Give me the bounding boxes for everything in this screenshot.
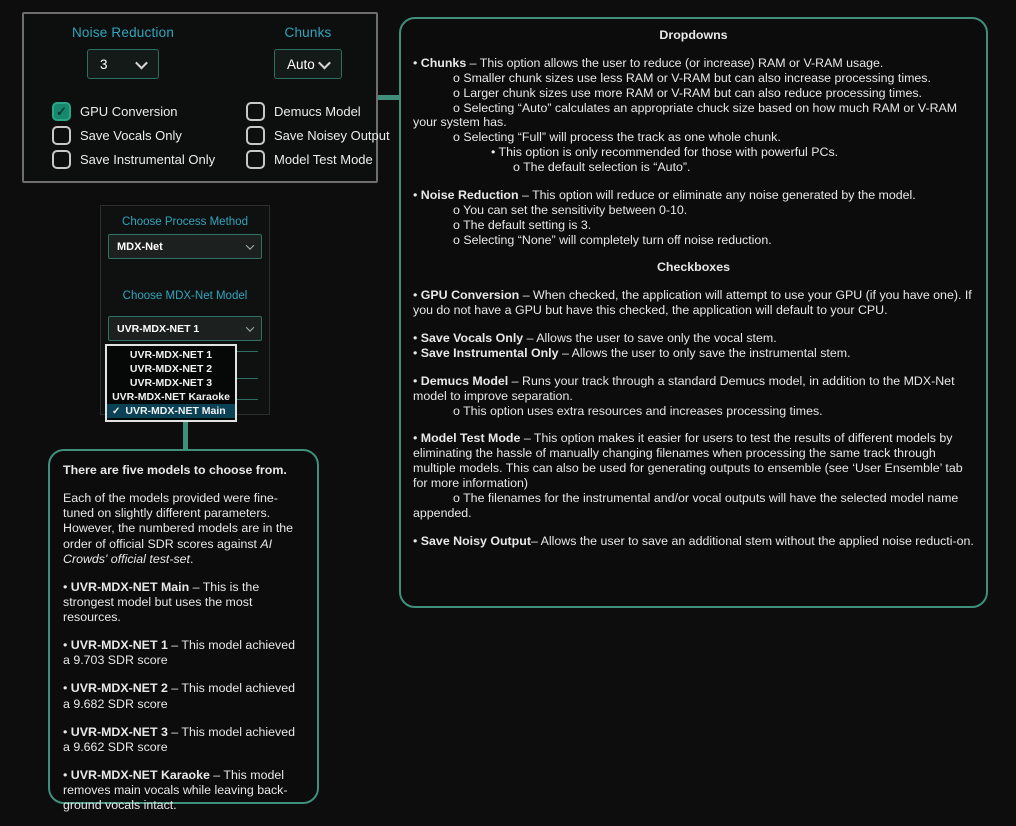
text-line: • UVR-MDX-NET Karaoke – This model removes main vocals while leaving back-ground vocals intact. bbox=[63, 767, 288, 813]
chunks-value: Auto bbox=[287, 56, 315, 72]
chevron-down-icon bbox=[135, 56, 148, 69]
text-line: Each of the models provided were fine-tuned on slightly different parameters. However, the numbered models are in the order of official SDR scores against AI Crowds' official test-set. bbox=[63, 491, 294, 566]
text-line: • UVR-MDX-NET 1 – This model achieved a 9.703 SDR score bbox=[63, 638, 296, 668]
spacer bbox=[413, 418, 974, 431]
text-line: • UVR-MDX-NET 3 – This model achieved a 9.662 SDR score bbox=[63, 724, 296, 754]
spacer bbox=[63, 478, 304, 491]
checkbox-label: Save Vocals Only bbox=[80, 128, 182, 143]
text-line: • Demucs Model – Runs your track through a standard Demucs model, in addition to the MDX-Net model to improve separation. bbox=[413, 373, 955, 403]
chunks-label: Chunks bbox=[284, 25, 332, 40]
text-line: • Save Noisy Output– Allows the user to save an additional stem without the applied noise reducti-on. bbox=[413, 533, 974, 548]
text-line: o Selecting “Auto” calculates an appropriate chuck size based on how much RAM or V-RAM your system has. bbox=[413, 100, 958, 130]
spacer bbox=[413, 275, 974, 288]
text-line: • Chunks – This option allows the user to reduce (or increase) RAM or V-RAM usage. bbox=[413, 55, 884, 70]
checkbox-unchecked-icon[interactable] bbox=[52, 126, 71, 145]
checkbox-label: Model Test Mode bbox=[274, 152, 373, 167]
checkbox-label: Demucs Model bbox=[274, 104, 361, 119]
text-line: o The default setting is 3. bbox=[453, 217, 592, 232]
text-line: • Save Instrumental Only – Allows the user to only save the instrumental stem. bbox=[413, 345, 851, 360]
checkbox-gpu-conversion[interactable] bbox=[52, 102, 246, 121]
spacer bbox=[63, 755, 304, 768]
checkbox-unchecked-icon[interactable] bbox=[246, 102, 265, 121]
spacer bbox=[413, 175, 974, 188]
checkbox-label: GPU Conversion bbox=[80, 104, 178, 119]
checkbox-label: Save Instrumental Only bbox=[80, 152, 216, 167]
text-line: • This option is only recommended for those with powerful PCs. bbox=[491, 145, 839, 160]
dropdown-option[interactable] bbox=[107, 348, 235, 362]
noise-reduction-value: 3 bbox=[100, 56, 108, 72]
chevron-down-icon bbox=[246, 241, 254, 249]
text-line: • GPU Conversion – When checked, the application will attempt to use your GPU (if you have one). If you do not have a GPU but have this checked, the application will default to your CPU. bbox=[413, 288, 972, 318]
chunks-dropdown[interactable] bbox=[274, 49, 342, 79]
spacer bbox=[63, 625, 304, 638]
checkbox-save-noisey-output[interactable] bbox=[246, 126, 390, 145]
checkbox-model-test-mode[interactable] bbox=[246, 150, 390, 169]
text-line: o The filenames for the instrumental and/or vocal outputs will have the selected model name appended. bbox=[413, 490, 959, 520]
text-line: • Save Vocals Only – Allows the user to save only the vocal stem. bbox=[413, 331, 777, 345]
checkbox-save-vocals-only[interactable] bbox=[52, 126, 246, 145]
spacer bbox=[413, 521, 974, 534]
noise-reduction-label: Noise Reduction bbox=[71, 25, 175, 40]
spacer bbox=[413, 318, 974, 331]
text-line: o You can set the sensitivity between 0-10. bbox=[453, 202, 688, 217]
models-note-panel bbox=[48, 449, 319, 813]
mdx-model-value: UVR-MDX-NET 1 bbox=[117, 322, 200, 335]
text-line: o Selecting “None” will completely turn off noise reduction. bbox=[453, 232, 772, 247]
hidden-dropdown-edge bbox=[234, 399, 258, 400]
text-line: • Noise Reduction – This option will reduce or eliminate any noise generated by the model. bbox=[413, 187, 916, 202]
spacer bbox=[63, 567, 304, 580]
checkbox-grid bbox=[52, 102, 390, 169]
checkbox-label: Save Noisey Output bbox=[274, 128, 390, 143]
dropdown-option[interactable] bbox=[107, 390, 235, 404]
dropdown-option-label: UVR-MDX-NET Main bbox=[125, 405, 226, 417]
model-dropdown-list bbox=[105, 344, 237, 422]
noise-reduction-group bbox=[52, 25, 194, 79]
noise-reduction-dropdown[interactable] bbox=[87, 49, 159, 79]
text-line: • UVR-MDX-NET Main – This is the strongest model but uses the most resources. bbox=[63, 579, 260, 624]
text-line: • UVR-MDX-NET 2 – This model achieved a 9.682 SDR score bbox=[63, 681, 296, 711]
spacer bbox=[63, 668, 304, 681]
chunks-group bbox=[246, 25, 370, 79]
checkbox-unchecked-icon[interactable] bbox=[246, 126, 265, 145]
dropdown-option[interactable] bbox=[107, 376, 235, 390]
section-heading: Checkboxes bbox=[656, 260, 730, 275]
text-line: o Larger chunk sizes use more RAM or V-RAM but can also reduce processing times. bbox=[453, 85, 922, 100]
process-method-dropdown[interactable] bbox=[108, 234, 262, 259]
spacer bbox=[413, 43, 974, 56]
chevron-down-icon bbox=[246, 323, 254, 331]
text-line: There are five models to choose from. bbox=[63, 463, 287, 477]
spacer bbox=[413, 361, 974, 374]
section-heading: Dropdowns bbox=[659, 28, 728, 42]
check-icon: ✓ bbox=[112, 405, 121, 417]
dropdown-option-selected[interactable] bbox=[107, 404, 235, 418]
help-panel bbox=[399, 17, 988, 608]
hidden-dropdown-edge bbox=[234, 378, 258, 379]
checkbox-unchecked-icon[interactable] bbox=[52, 150, 71, 169]
connector-line-horizontal bbox=[378, 95, 399, 100]
hidden-dropdown-edge bbox=[234, 351, 258, 352]
text-line: o Smaller chunk sizes use less RAM or V-RAM but can also increase processing times. bbox=[453, 70, 931, 85]
spacer bbox=[63, 712, 304, 725]
mdx-model-label: Choose MDX-Net Model bbox=[122, 290, 248, 302]
dropdown-option[interactable] bbox=[107, 362, 235, 376]
checkbox-demucs-model[interactable] bbox=[246, 102, 390, 121]
text-line: o The default selection is “Auto”. bbox=[513, 160, 691, 174]
checkbox-unchecked-icon[interactable] bbox=[246, 150, 265, 169]
dropdown-option-label: UVR-MDX-NET 1 bbox=[129, 349, 213, 361]
checkbox-save-instrumental-only[interactable] bbox=[52, 150, 246, 169]
mdx-model-dropdown[interactable] bbox=[108, 316, 262, 341]
dropdown-option-label: UVR-MDX-NET Karaoke bbox=[112, 391, 230, 403]
text-line: o This option uses extra resources and increases processing times. bbox=[453, 403, 823, 418]
text-line: • Model Test Mode – This option makes it easier for users to test the results of different models by eliminating the hassle of manually changing filenames when processing the same track through multiple models. This can also be used for generating outputs to ensemble (see ‘User Ensemble’ tab for more information) bbox=[413, 431, 963, 490]
check-icon: ✓ bbox=[56, 104, 67, 119]
checkbox-checked-icon[interactable] bbox=[52, 102, 71, 121]
text-line: o Selecting “Full” will process the track as one whole chunk. bbox=[453, 130, 781, 145]
dropdown-option-label: UVR-MDX-NET 2 bbox=[129, 363, 213, 375]
process-method-label: Choose Process Method bbox=[122, 216, 248, 228]
spacer bbox=[413, 247, 974, 260]
dropdown-option-label: UVR-MDX-NET 3 bbox=[129, 377, 213, 389]
chevron-down-icon bbox=[318, 56, 331, 69]
options-panel bbox=[22, 12, 390, 183]
process-method-value: MDX-Net bbox=[117, 240, 163, 253]
